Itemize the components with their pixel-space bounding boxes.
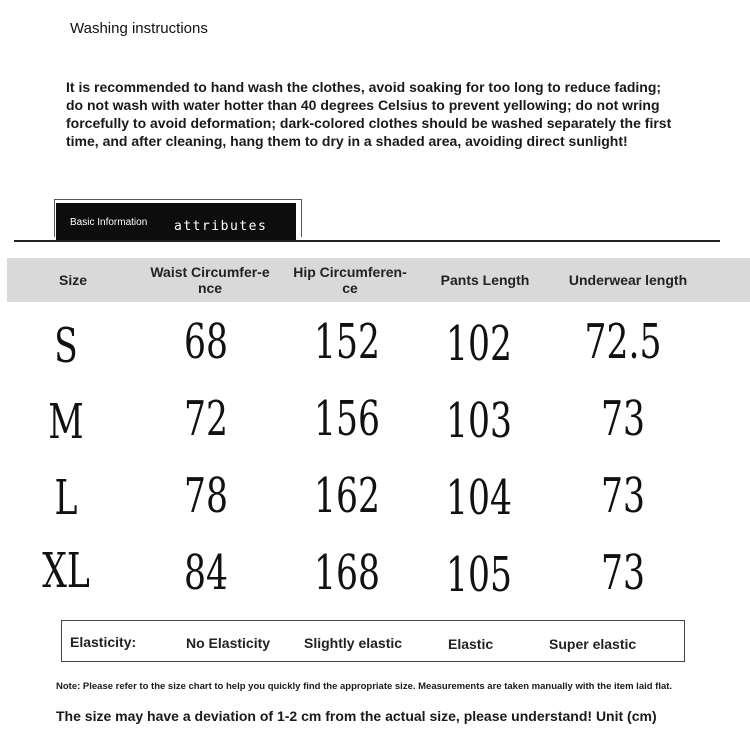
waist-cell: 68 xyxy=(184,314,228,370)
hip-cell: 152 xyxy=(314,314,380,370)
hip-cell: 162 xyxy=(314,468,380,524)
underwear-cell: 73 xyxy=(601,391,645,447)
attributes-label: attributes xyxy=(174,219,268,234)
elasticity-option: Elastic xyxy=(448,636,494,652)
header-pants-length: Pants Length xyxy=(440,272,530,288)
header-underwear-length: Underwear length xyxy=(568,272,688,288)
pants-cell: 104 xyxy=(446,470,512,526)
header-size: Size xyxy=(58,272,87,288)
header-waist: Waist Circumfer-ence xyxy=(150,264,270,296)
underwear-cell: 72.5 xyxy=(584,314,662,370)
hip-cell: 168 xyxy=(314,545,380,601)
header-hip: Hip Circumferen-ce xyxy=(293,264,407,296)
waist-cell: 84 xyxy=(184,545,228,601)
size-cell: L xyxy=(54,470,78,526)
basic-info-label: Basic Information xyxy=(70,217,148,228)
size-cell: M xyxy=(48,394,84,450)
size-note: Note: Please refer to the size chart to help you quickly find the appropriate size. Measurements are taken manually with the item laid flat. xyxy=(56,681,673,692)
washing-body: It is recommended to hand wash the clothes, avoid soaking for too long to reduce fading; do not wash with water hotter than 40 degrees Celsius to prevent yellowing; do not wring forcefully to avoid deformation; dark-colored clothes should be washed separately the first time, and after cleaning, hang them to dry in a shaded area, avoiding direct sunlight! xyxy=(66,79,672,149)
waist-cell: 72 xyxy=(184,391,228,447)
elasticity-option: Super elastic xyxy=(549,636,637,652)
pants-cell: 102 xyxy=(446,316,512,372)
pants-cell: 105 xyxy=(446,547,512,603)
elasticity-option: Slightly elastic xyxy=(304,635,403,651)
underwear-cell: 73 xyxy=(601,468,645,524)
divider xyxy=(14,240,720,242)
size-cell: S xyxy=(54,318,78,374)
elasticity-label: Elasticity: xyxy=(70,634,137,650)
elasticity-option: No Elasticity xyxy=(186,635,271,651)
washing-title: Washing instructions xyxy=(70,20,208,37)
size-cell: XL xyxy=(42,543,90,599)
hip-cell: 156 xyxy=(314,391,380,447)
deviation-note: The size may have a deviation of 1-2 cm from the actual size, please understand! Unit (cm) xyxy=(56,708,657,724)
pants-cell: 103 xyxy=(446,393,512,449)
waist-cell: 78 xyxy=(184,468,228,524)
underwear-cell: 73 xyxy=(601,545,645,601)
